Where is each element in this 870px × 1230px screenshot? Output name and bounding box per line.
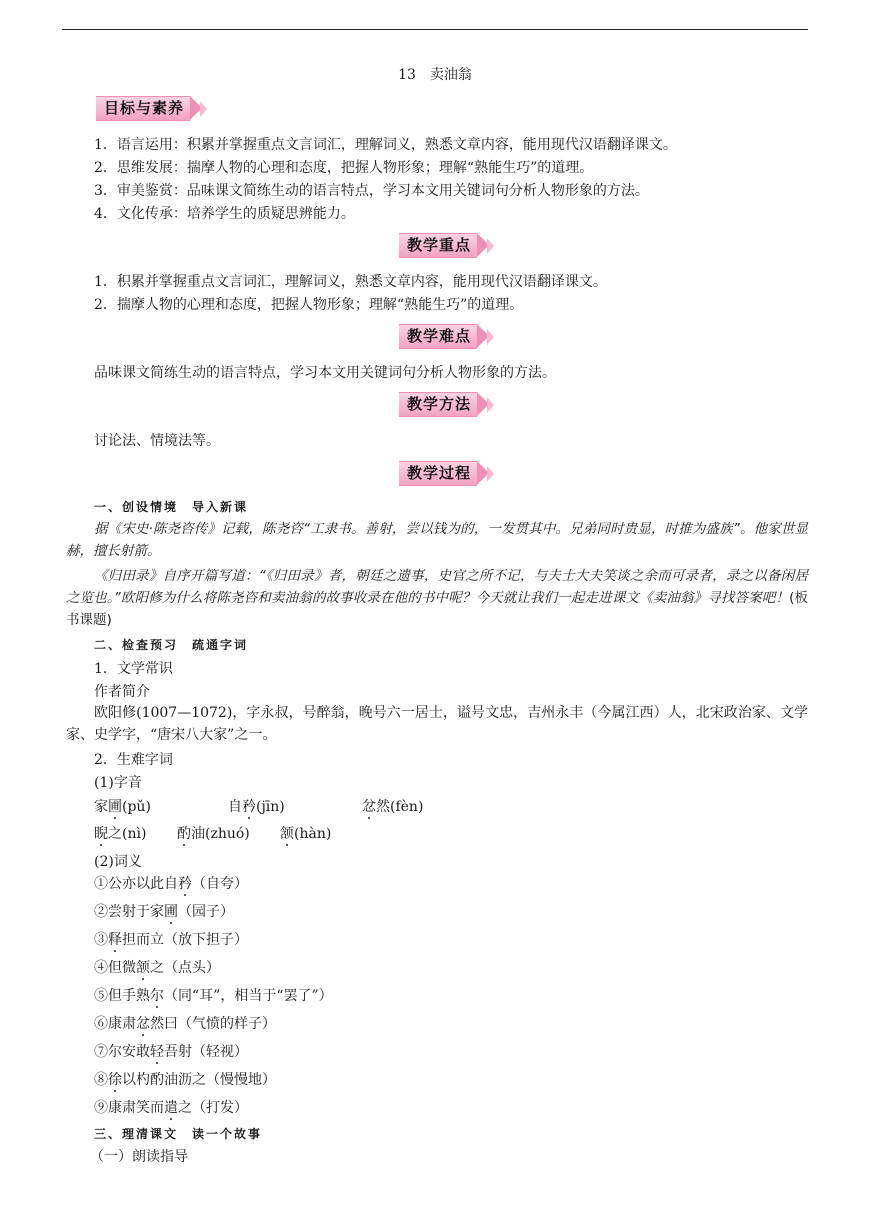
meaning-item: ⑤但手熟尔（同“耳”，相当于“罢了”） xyxy=(94,988,333,1004)
meaning-item: ⑨康肃笑而遣之（打发） xyxy=(94,1100,248,1116)
intro-paragraph-1: 据《宋史·陈尧咨传》记载，陈尧咨“工隶书。善射，尝以钱为的，一发贯其中。兄弟同时贵显，时推为盛族”。他家世显赫，擅长射箭。 xyxy=(66,521,808,559)
arrow-icon xyxy=(487,238,494,254)
author-heading: 作者简介 xyxy=(94,684,150,700)
pronunciation-heading: (1)字音 xyxy=(94,775,142,791)
author-text: 欧阳修(1007—1072)，字永叔，号醉翁，晚号六一居士，谥号文忠，吉州永丰（今属江西）人，北宋政治家、文学家、史学字，“唐宋八大家”之一。 xyxy=(66,705,808,743)
pron-item: 睨之(nì) xyxy=(94,826,147,842)
methods-heading: 教学方法 xyxy=(407,395,472,413)
intro-quote: 《归田录》自序开篇写道：“《归田录》者，朝廷之遗事，史官之所不记，与夫士大夫笑谈之余而可录者，录之以备闲居之览也。” xyxy=(66,568,808,606)
pron-item: 酌油(zhuó) xyxy=(177,826,250,842)
arrow-icon xyxy=(200,101,207,117)
methods-text: 讨论法、情境法等。 xyxy=(94,433,220,449)
goals-heading-badge xyxy=(96,96,190,121)
goal-item: 2．思维发展：揣摩人物的心理和态度，把握人物形象；理解“熟能生巧”的道理。 xyxy=(94,160,594,176)
meaning-item: ②尝射于家圃（园子） xyxy=(94,904,234,920)
page-title: 13 卖油翁 xyxy=(398,67,472,83)
meaning-item: ①公亦以此自矜（自夸） xyxy=(94,876,248,892)
arrow-icon xyxy=(487,466,494,482)
methods-heading-badge xyxy=(399,392,477,417)
vocab-heading: 2．生难字词 xyxy=(94,752,173,768)
difficulties-heading: 教学难点 xyxy=(407,327,472,345)
arrow-icon xyxy=(487,329,494,345)
meaning-item: ③释担而立（放下担子） xyxy=(94,932,248,948)
reading-guide-heading: （一）朗读指导 xyxy=(90,1149,188,1165)
pron-item: 颔(hàn) xyxy=(280,826,332,842)
goals-heading: 目标与素养 xyxy=(104,99,185,117)
process-heading: 教学过程 xyxy=(407,464,472,482)
intro-question: 欧阳修为什么将陈尧咨和卖油翁的故事收录在他的书中呢？今天就让我们一起走进课文《卖油翁》寻找答案吧！ xyxy=(120,590,790,606)
key-point-item: 2．揣摩人物的心理和态度，把握人物形象；理解“熟能生巧”的道理。 xyxy=(94,297,524,313)
literature-heading: 1．文学常识 xyxy=(94,661,173,677)
key-point-item: 1．积累并掌握重点文言词汇，理解词义，熟悉文章内容，能用现代汉语翻译课文。 xyxy=(94,274,607,290)
section-title-3: 三、理清课文 读一个故事 xyxy=(94,1127,263,1141)
difficulties-heading-badge xyxy=(399,324,477,349)
goal-item: 4．文化传承：培养学生的质疑思辨能力。 xyxy=(94,206,355,222)
meaning-item: ⑥康肃忿然曰（气愤的样子） xyxy=(94,1016,276,1032)
pron-item: 家圃(pǔ) xyxy=(94,799,151,815)
goal-item: 3．审美鉴赏：品味课文简练生动的语言特点，学习本文用关键词句分析人物形象的方法。 xyxy=(94,183,649,199)
header-rule xyxy=(62,29,808,30)
pron-item: 忿然(fèn) xyxy=(362,799,424,815)
goal-item: 1．语言运用：积累并掌握重点文言词汇，理解词义，熟悉文章内容，能用现代汉语翻译课文。 xyxy=(94,137,677,153)
arrow-icon xyxy=(487,397,494,413)
meaning-item: ⑦尔安敢轻吾射（轻视） xyxy=(94,1044,248,1060)
meaning-item: ④但微颔之（点头） xyxy=(94,960,220,976)
intro-paragraph-2 xyxy=(66,565,808,631)
key-points-heading: 教学重点 xyxy=(407,236,472,254)
process-heading-badge xyxy=(399,461,477,486)
pron-item: 自矜(jīn) xyxy=(228,799,285,815)
key-points-heading-badge xyxy=(399,233,477,258)
difficulties-text: 品味课文简练生动的语言特点，学习本文用关键词句分析人物形象的方法。 xyxy=(94,365,556,381)
section-title-2: 二、检查预习 疏通字词 xyxy=(94,638,249,652)
section-title-1: 一、创设情境 导入新课 xyxy=(94,500,249,514)
meaning-heading: (2)词义 xyxy=(94,854,142,870)
meaning-item: ⑧徐以杓酌油沥之（慢慢地） xyxy=(94,1072,276,1088)
board-note: (板书课题) xyxy=(66,590,808,628)
